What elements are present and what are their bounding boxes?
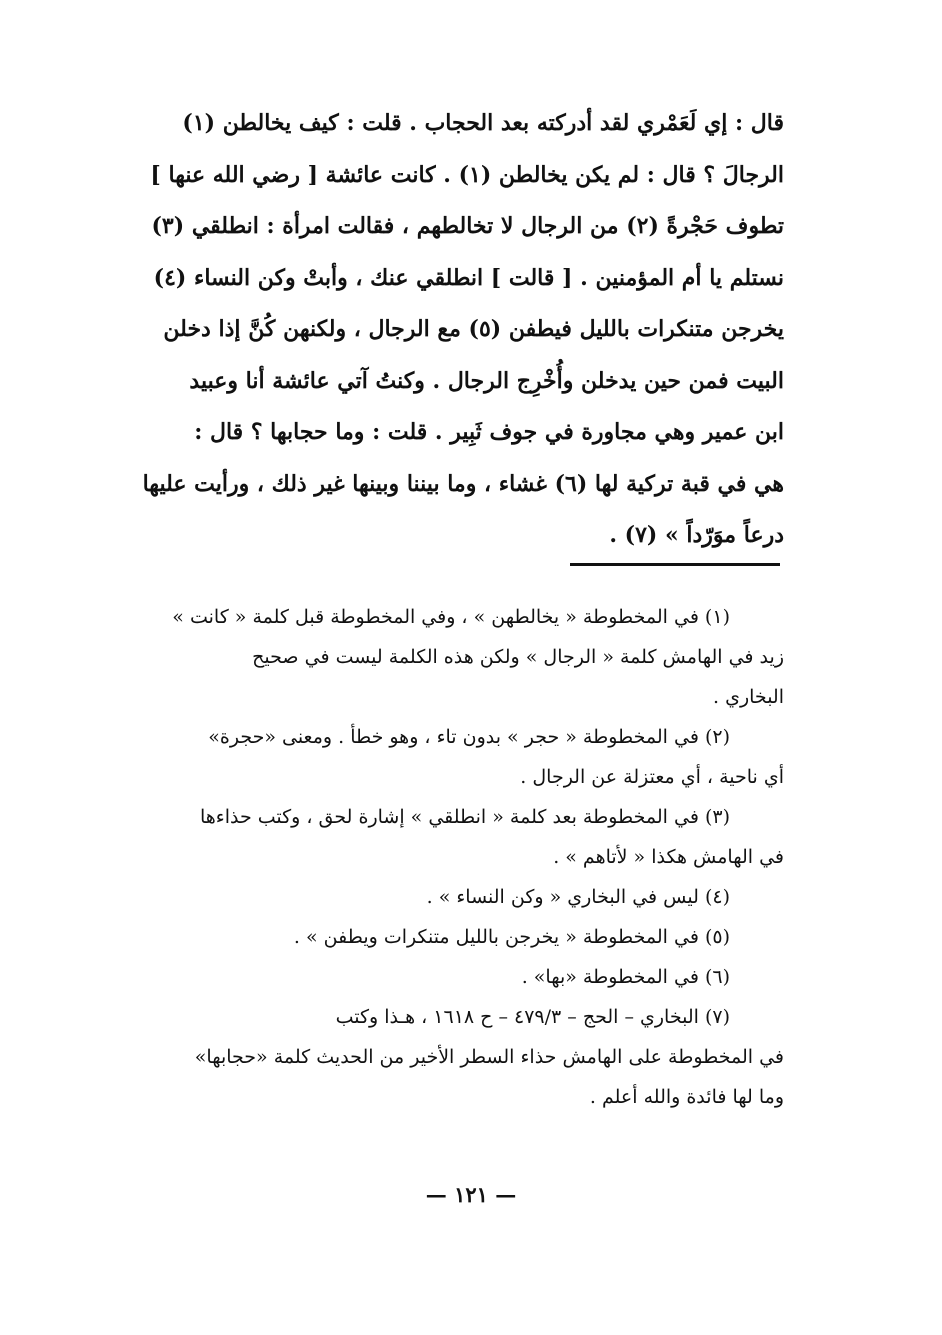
footnotes-block: [118, 597, 784, 1117]
footnote-line: وما لها فائدة والله أعلم .: [589, 1086, 784, 1108]
footnote-line: (٤) ليس في البخاري « وكن النساء » .: [426, 886, 730, 908]
footnote-line: (٢) في المخطوطة « حجر » بدون تاء ، وهو خطأ . ومعنى «حجرة»: [208, 726, 730, 748]
footnote-line: (٥) في المخطوطة « يخرجن بالليل متنكرات ويطفن » .: [293, 926, 730, 948]
footnote-line: (١) في المخطوطة « يخالطهن » ، وفي المخطوطة قبل كلمة « كانت »: [172, 606, 730, 628]
footnote-line: (٧) البخاري – الحج – ٤٧٩/٣ – ح ١٦١٨ ، هـذا وكتب: [335, 1006, 730, 1028]
main-text-line: قال : إي لَعَمْري لقد أدركته بعد الحجاب . قلت : كيف يخالطن (١): [182, 110, 784, 136]
footnote-line: (٣) في المخطوطة بعد كلمة « انطلقي » إشارة لحق ، وكتب حذاءها: [199, 806, 730, 828]
footnote-4: [118, 877, 784, 917]
footnote-line: أي ناحية ، أي معتزلة عن الرجال .: [520, 766, 784, 788]
footnote-7: [118, 997, 784, 1117]
main-text-block: [118, 98, 784, 562]
footnote-line: (٦) في المخطوطة «بها» .: [521, 966, 730, 988]
footnote-1: [118, 597, 784, 717]
footnote-5: [118, 917, 784, 957]
footnote-line: في المخطوطة على الهامش حذاء السطر الأخير من الحديث كلمة «حجابها»: [194, 1046, 784, 1068]
main-text-line: هي في قبة تركية لها (٦) غشاء ، وما بيننا وبينها غير ذلك ، ورأيت عليها: [142, 470, 784, 497]
main-text-line: نستلم يا أم المؤمنين . [ قالت ] انطلقي عنك ، وأبتْ وكن النساء (٤): [153, 264, 784, 291]
footnote-2: [118, 717, 784, 797]
main-text-line: تطوف حَجْرةً (٢) من الرجال لا تخالطهم ، فقالت امرأة : انطلقي (٣): [151, 213, 784, 239]
main-text-line: الرجالَ ؟ قال : لم يكن يخالطن (١) . كانت عائشة [ رضي الله عنها ]: [150, 161, 784, 188]
main-text-line: درعاً موَرّداً » (٧) .: [609, 522, 784, 548]
main-text-line: ابن عمير وهي مجاورة في جوف ثَبِير . قلت : وما حجابها ؟ قال :: [194, 419, 784, 445]
footnote-line: زيد في الهامش كلمة « الرجال » ولكن هذه الكلمة ليست في صحيح: [252, 646, 784, 668]
footnote-separator: [570, 563, 780, 566]
footnote-line: في الهامش هكذا « لأتاهم » .: [553, 846, 784, 868]
main-text-line: البيت فمن حين يدخلن وأُخْرِج الرجال . وكنتُ آتي عائشة أنا وعبيد: [189, 367, 784, 394]
main-text-line: يخرجن متنكرات بالليل فيطفن (٥) مع الرجال ، ولكنهن كُنَّ إذا دخلن: [163, 316, 784, 342]
page-number: — ١٢١ —: [425, 1182, 517, 1207]
footnote-6: [118, 957, 784, 997]
footnote-line: البخاري .: [713, 686, 784, 708]
footnote-3: [118, 797, 784, 877]
